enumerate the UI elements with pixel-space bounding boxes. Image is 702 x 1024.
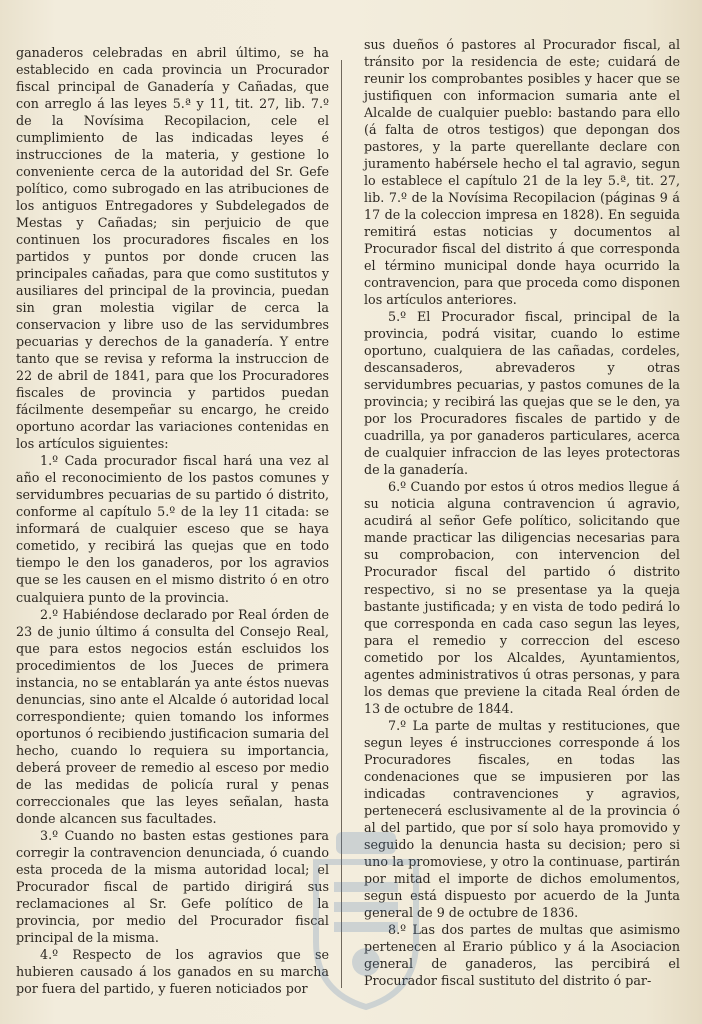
article-1: 1.º Cada procurador fiscal hará una vez al año el reconocimiento de los pastos comunes y servidumbres pecuarias de su partido ó distrito, conforme al capítulo 5.º de la ley 11 citada: se informará de cualquier esceso que se haya cometido, y recibirá las quejas que en todo tiempo le den los ganaderos, por los agravios que se les causen en el mismo distrito ó en otro cualquiera punto de la provincia. [16,453,329,605]
column-divider [341,60,342,988]
article-2: 2.º Habiéndose declarado por Real órden de 23 de junio último á consulta del Consejo Real, que para estos negocios están escluidos los procedimientos de los Jueces de primera instancia, no se entablarán ya ante éstos nuevas denuncias, sino ante el Alcalde ó autoridad local correspondiente; quien tomando los informes oportunos ó recibiendo justificacion sumaria del hecho, cuando lo requiera su importancia, deberá proveer de remedio al esceso por medio de las medidas de policía rural y penas correccionales que las leyes señalan, hasta donde alcancen sus facultades. [16,606,329,826]
article-3: 3.º Cuando no basten estas gestiones para corregir la contravencion denunciada, ó cuando esta proceda de la misma autoridad local; el Procurador fiscal de partido dirigirá sus reclamaciones al Sr. Gefe político de la provincia, por medio del Procurador fiscal principal de la misma. [16,827,329,945]
article-7: 7.º La parte de multas y restituciones, que segun leyes é instrucciones corresponde á los Procuradores fiscales, en todas las condenaciones que se impusieren por las indicadas contravenciones y agravios, pertenecerá esclusivamente al de la provincia ó al del partido, que por sí solo haya promovido y seguido la denuncia hasta su decision; pero si uno la promoviese, y otro la continuase, partirán por mitad el importe de dichos emolumentos, segun está dispuesto por acuerdo de la Junta general de 9 de octubre de 1836. [364,717,680,920]
article-4-continuation: sus dueños ó pastores al Procurador fiscal, al tránsito por la residencia de este; cuidará de reunir los comprobantes posibles y hacer que se justifiquen con informacion sumaria ante el Alcalde de cualquier pueblo: bastando para ello (á falta de otros testigos) que depongan dos pastores, y la parte querellante declare con juramento habérsele hecho el tal agravio, segun lo establece el capítulo 21 de la ley 5.ª, tit. 27, lib. 7.º de la Novísima Recopilacion (páginas 9 á 17 de la coleccion impresa en 1828). En seguida remitirá estas noticias y documentos al Procurador fiscal del distrito á que corresponda el término municipal donde haya ocurrido la contravencion, para que proceda como disponen los artículos anteriores. [364,37,680,308]
paragraph-continuation: ganaderos celebradas en abril último, se ha establecido en cada provincia un Procurador fiscal principal de Ganadería y Cañadas, que con arreglo á las leyes 5.ª y 11, tit. 27, lib. 7.º de la Novísima Recopilacion, cele el cumplimiento de las indicadas leyes é instrucciones de la materia, y gestione lo conveniente cerca de la autoridad del Sr. Gefe político, como subrogado en las atribuciones de los antiguos Entregadores y Subdelegados de Mestas y Cañadas; sin perjuicio de que continuen los procuradores fiscales en los partidos y puntos por donde crucen las principales cañadas, para que como sustitutos y ausiliares del principal de la provincia, puedan sin gran molestia vigilar de cerca la conservacion y libre uso de las servidumbres pecuarias y derechos de la ganadería. Y entre tanto que se revisa y reforma la instruccion de 22 de abril de 1841, para que los Procuradores fiscales de provincia y partidos puedan fácilmente desempeñar su encargo, he creido oportuno acordar las variaciones contenidas en los artículos siguientes: [16,45,329,452]
left-column [16,44,329,997]
article-4: 4.º Respecto de los agravios que se hubieren causado á los ganados en su marcha por fuera del partido, y fueren noticiados por [16,946,329,996]
right-column [364,36,680,989]
article-6: 6.º Cuando por estos ú otros medios llegue á su noticia alguna contravencion ú agravio, acudirá al señor Gefe político, solicitando que mande practicar las diligencias necesarias para su comprobacion, con intervencion del Procurador fiscal del partido ó distrito respectivo, si no se presentase ya la queja bastante justificada; y en vista de todo pedirá lo que corresponda en cada caso segun las leyes, para el remedio y correccion del esceso cometido por los Alcaldes, Ayuntamientos, agentes administrativos ú otras personas, y para los demas que previene la citada Real órden de 13 de octubre de 1844. [364,479,680,716]
article-8: 8.º Las dos partes de multas que asimismo pertenecen al Erario público y á la Asociacion general de ganaderos, las percibirá el Procurador fiscal sustituto del distrito ó par- [364,921,680,988]
article-5: 5.º El Procurador fiscal, principal de la provincia, podrá visitar, cuando lo estime oportuno, cualquiera de las cañadas, cordeles, descansaderos, abrevaderos y otras servidumbres pecuarias, y pastos comunes de la provincia; y recibirá las quejas que se le den, ya por los Procuradores fiscales de partido y de cuadrilla, ya por ganaderos particulares, acerca de cualquier infraccion de las leyes protectoras de la ganadería. [364,309,680,478]
